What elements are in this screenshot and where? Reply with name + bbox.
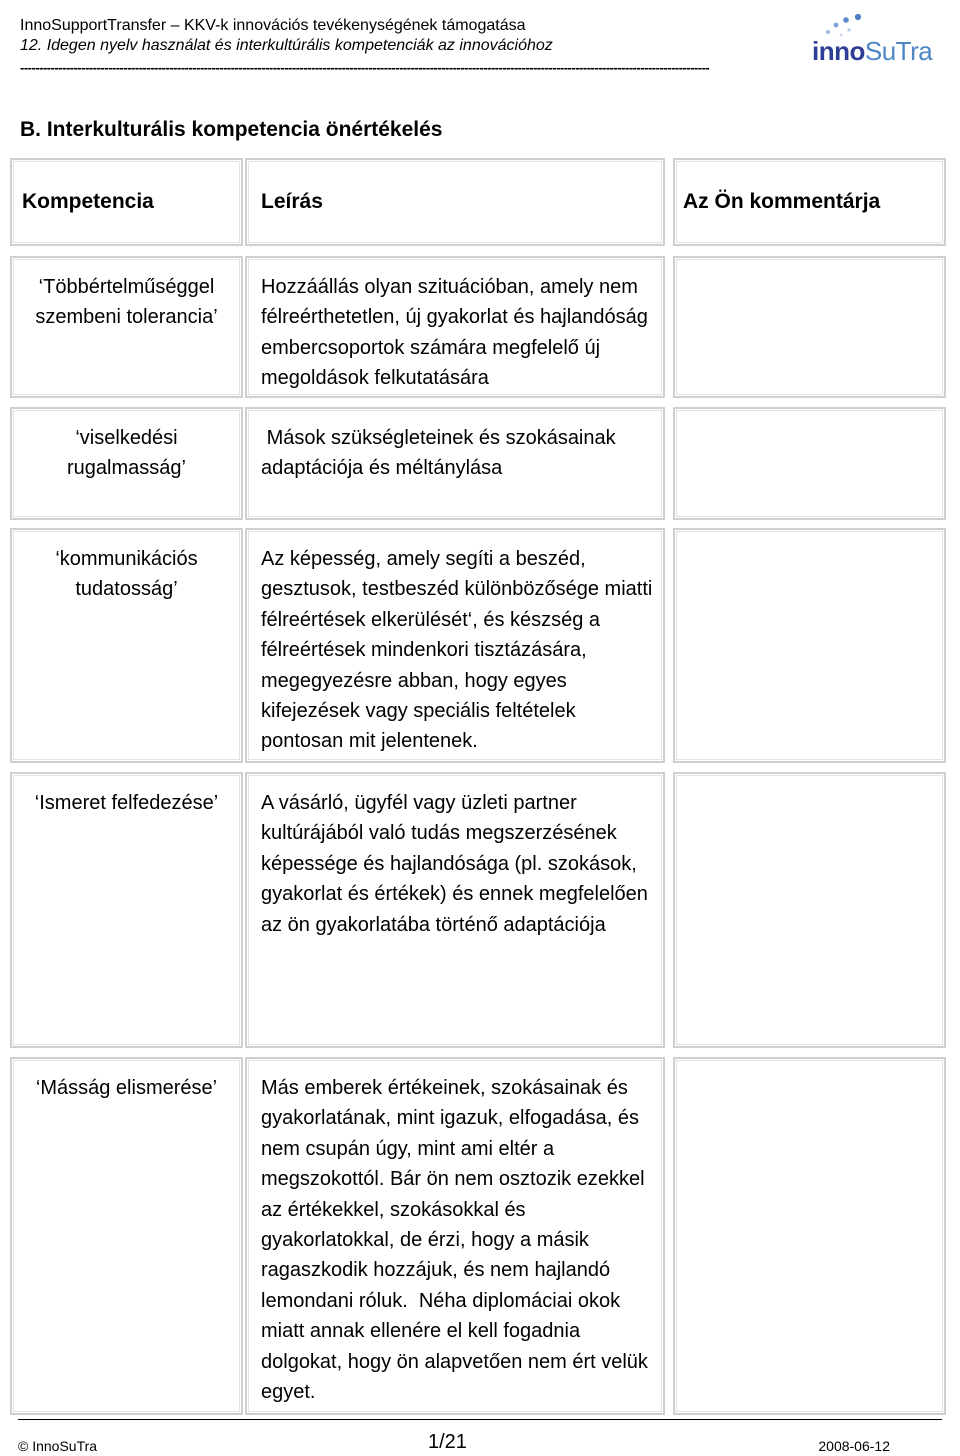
table-row-5-comment[interactable] <box>673 1057 946 1415</box>
section-title: B. Interkulturális kompetencia önértékelés <box>20 118 443 141</box>
table-row-3-description <box>245 528 665 763</box>
table-row-4-comment[interactable] <box>673 772 946 1048</box>
table-row-3-comment[interactable] <box>673 528 946 763</box>
header-description: Leírás <box>261 190 323 213</box>
description-text: Hozzáállás olyan szituációban, amely nem félreérthetetlen, új gyakorlat és hajlandóság embercsoportok számára megfelelő új megoldások felkutatására <box>261 276 648 390</box>
description-text: Mások szükségleteinek és szokásainak adaptációja és méltánylása <box>261 427 622 480</box>
header-module-title: 12. Idegen nyelv használat és interkultúrális kompetenciák az innovációhoz <box>20 37 553 54</box>
logo-dots-icon <box>822 12 932 38</box>
competence-label: ‘Ismeret felfedezése’ <box>34 792 219 814</box>
competence-label: ‘kommunikációs tudatosság’ <box>55 548 198 601</box>
competence-label: ‘Másság elismerése’ <box>35 1077 218 1099</box>
footer-date: 2008-06-12 <box>818 1438 890 1454</box>
header-comment: Az Ön kommentárja <box>683 190 881 213</box>
table-row-1-description <box>245 256 665 398</box>
table-row-2-comment[interactable] <box>673 407 946 520</box>
competence-label: ‘viselkedési rugalmasság’ <box>67 427 186 480</box>
table-row-3-competence <box>10 528 243 763</box>
description-text: Más emberek értékeinek, szokásainak és gyakorlatának, mint igazuk, elfogadása, és nem csupán úgy, mint ami eltér a megszokottól. Bár ön nem osztozik ezekkel az értékekkel, szokásokkal és gyakorlatokkal, de érzi, hogy a másik ragaszkodik hozzájuk, és nem hajlandó lemondani róluk. Néha diplomáciai okok miatt annak ellenére el kell fogadnia dolgokat, hogy ön alapvetően nem ért velük egyet. <box>261 1077 654 1404</box>
table-row-4-competence <box>10 772 243 1048</box>
header-project-title: InnoSupportTransfer – KKV-k innovációs tevékenységének támogatása <box>20 17 526 34</box>
footer-divider <box>18 1419 942 1420</box>
description-text: A vásárló, ügyfél vagy üzleti partner kultúrájából való tudás megszerzésének képessége és hajlandósága (pl. szokások, gyakorlat és értékek) és ennek megfelelően az ön gyakorlatába történő adaptációja <box>261 792 648 936</box>
table-header-cell-description <box>245 158 665 246</box>
header-competence: Kompetencia <box>22 190 154 213</box>
page-footer <box>18 1431 942 1454</box>
table-row-2-competence <box>10 407 243 520</box>
page-number: 1/21 <box>428 1431 467 1453</box>
table-row-5-description <box>245 1057 665 1415</box>
page-header <box>20 16 940 76</box>
table-header-cell-comment <box>673 158 946 246</box>
footer-copyright: © InnoSuTra <box>18 1438 98 1454</box>
description-text: Az képesség, amely segíti a beszéd, gesztusok, testbeszéd különbözősége miatti félreértések elkerülését‘, és készség a félreértések mindenkori tisztázására, megegyezésre abban, hogy egyes kifejezések vagy speciális feltételek pontosan mit jelentenek. <box>261 548 653 753</box>
table-row-2-description <box>245 407 665 520</box>
table-header-cell-competence <box>10 158 243 246</box>
table-row-4-description <box>245 772 665 1048</box>
table-row-1-comment[interactable] <box>673 256 946 398</box>
innosutra-logo <box>812 12 938 68</box>
header-separator: ------------------------------------------------------------------------------------------------------------------------------------------------------------------------------------ <box>20 60 710 75</box>
table-row-5-competence <box>10 1057 243 1415</box>
table-row-1-competence <box>10 256 243 398</box>
logo-wordmark: innoSuTra <box>812 36 933 66</box>
competence-label: ‘Többértelműséggel szembeni tolerancia’ <box>35 276 218 329</box>
